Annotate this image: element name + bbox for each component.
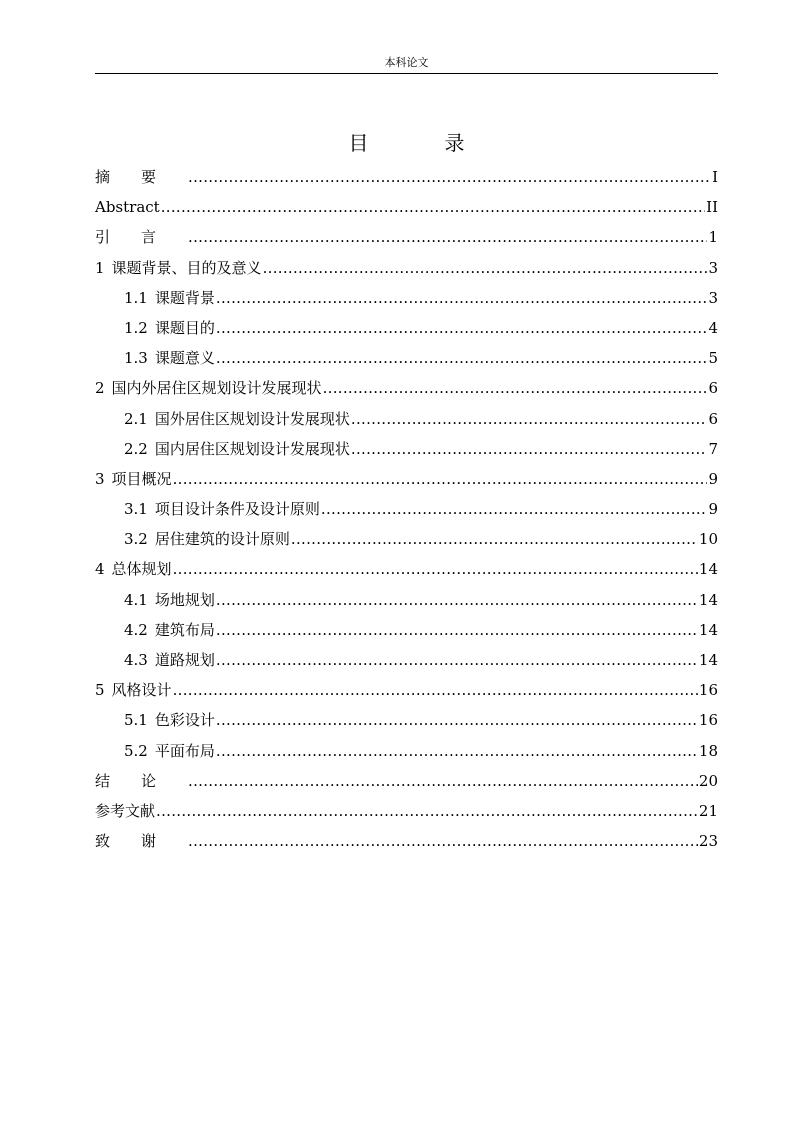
toc-title: 目 录 — [348, 131, 493, 155]
toc-entry[interactable] — [95, 645, 718, 675]
toc-entry-page: 9 — [708, 500, 718, 519]
toc-entry-number: 1.3 — [124, 349, 148, 368]
toc-entry-number: 2.2 — [124, 439, 148, 458]
dot-leader — [188, 222, 707, 252]
dot-leader — [351, 434, 708, 464]
toc-entry-page: 7 — [708, 439, 718, 458]
toc-entry-number: 4.1 — [124, 590, 148, 609]
table-of-contents — [95, 162, 718, 856]
toc-entry-page: 18 — [698, 741, 718, 760]
dot-leader — [188, 162, 711, 192]
toc-entry-title: 平面布局 — [154, 741, 215, 760]
toc-entry-title: 课题目的 — [154, 318, 215, 337]
toc-entry-number: 4.3 — [124, 651, 148, 669]
toc-entry-number: 1 — [95, 258, 105, 277]
dot-leader — [216, 313, 708, 343]
toc-entry-title: 致谢 — [95, 832, 188, 851]
toc-entry-title: 居住建筑的设计原则 — [154, 530, 290, 549]
toc-entry-page: 20 — [698, 771, 718, 790]
toc-entry[interactable] — [95, 524, 718, 554]
dot-leader — [173, 675, 698, 705]
toc-entry-page: 3 — [708, 258, 718, 277]
toc-entry[interactable] — [95, 494, 718, 524]
toc-entry-page: 14 — [698, 560, 718, 579]
dot-leader — [216, 283, 708, 313]
toc-entry-page: 6 — [708, 409, 718, 428]
toc-entry[interactable] — [95, 162, 718, 192]
dot-leader — [216, 343, 708, 373]
toc-entry-page: 14 — [698, 590, 718, 609]
dot-leader — [161, 192, 705, 222]
toc-entry-title: 摘要 — [95, 168, 188, 186]
toc-entry-page: 1 — [708, 228, 718, 247]
toc-entry[interactable] — [95, 615, 718, 645]
toc-entry[interactable] — [95, 796, 718, 826]
toc-entry[interactable] — [95, 554, 718, 584]
toc-entry-title: 课题背景 — [154, 288, 215, 307]
dot-leader — [216, 585, 698, 615]
toc-entry-title: 建筑布局 — [154, 620, 215, 639]
toc-entry-page: 23 — [698, 832, 718, 851]
toc-entry-title: 课题背景、目的及意义 — [111, 258, 262, 277]
toc-entry-page: 6 — [708, 379, 718, 398]
toc-entry[interactable] — [95, 343, 718, 373]
toc-entry-title: 项目概况 — [111, 469, 172, 488]
toc-entry-title: 项目设计条件及设计原则 — [154, 500, 320, 519]
toc-entry-page: 14 — [698, 620, 718, 639]
dot-leader — [188, 766, 698, 796]
toc-entry-page: 21 — [698, 801, 718, 820]
toc-entry-page: 5 — [708, 349, 718, 368]
toc-entry-number: 3 — [95, 469, 105, 488]
toc-entry-number: 3.2 — [124, 530, 148, 549]
toc-entry-page: II — [706, 198, 718, 217]
toc-entry[interactable] — [95, 464, 718, 494]
toc-entry-page: 3 — [708, 288, 718, 307]
dot-leader — [216, 615, 698, 645]
toc-entry[interactable] — [95, 826, 718, 856]
toc-entry[interactable] — [95, 253, 718, 283]
dot-leader — [351, 404, 708, 434]
toc-entry[interactable] — [95, 766, 718, 796]
toc-entry-page: 16 — [698, 711, 718, 730]
toc-entry-number: 5 — [95, 681, 105, 700]
toc-entry[interactable] — [95, 585, 718, 615]
toc-entry-title: 场地规划 — [154, 590, 215, 609]
toc-entry-title: Abstract — [95, 198, 160, 217]
dot-leader — [216, 736, 698, 766]
toc-entry-page: I — [712, 168, 718, 186]
toc-entry-title: 参考文献 — [95, 801, 156, 820]
toc-entry[interactable] — [95, 736, 718, 766]
dot-leader — [156, 796, 698, 826]
dot-leader — [263, 253, 708, 283]
toc-entry[interactable] — [95, 283, 718, 313]
toc-entry[interactable] — [95, 373, 718, 403]
toc-entry-page: 16 — [698, 681, 718, 700]
toc-entry[interactable] — [95, 434, 718, 464]
toc-entry-title: 风格设计 — [111, 681, 172, 700]
dot-leader — [173, 464, 708, 494]
toc-entry-title: 国外居住区规划设计发展现状 — [154, 409, 350, 428]
toc-entry-number: 4.2 — [124, 620, 148, 639]
toc-entry-title: 总体规划 — [111, 560, 172, 579]
toc-entry-page: 10 — [698, 530, 718, 549]
toc-entry-title: 引言 — [95, 228, 188, 247]
toc-entry-title: 国内居住区规划设计发展现状 — [154, 439, 350, 458]
page-header: 本科论文 — [384, 56, 429, 69]
toc-entry-number: 1.1 — [124, 288, 148, 307]
toc-entry-page: 9 — [708, 469, 718, 488]
toc-entry-number: 4 — [95, 560, 105, 579]
dot-leader — [173, 554, 698, 584]
dot-leader — [323, 373, 708, 403]
toc-entry-title: 道路规划 — [154, 651, 215, 669]
toc-entry-title: 国内外居住区规划设计发展现状 — [111, 379, 322, 398]
toc-entry-title: 色彩设计 — [154, 711, 215, 730]
dot-leader — [321, 494, 708, 524]
toc-entry-number: 2 — [95, 379, 105, 398]
toc-entry-number: 2.1 — [124, 409, 148, 428]
toc-entry-page: 14 — [698, 651, 718, 669]
toc-entry[interactable] — [95, 705, 718, 735]
toc-entry-title: 结论 — [95, 771, 188, 790]
header-divider — [95, 73, 718, 74]
dot-leader — [216, 705, 698, 735]
dot-leader — [216, 645, 698, 675]
toc-entry-number: 3.1 — [124, 500, 148, 519]
dot-leader — [188, 826, 698, 856]
toc-entry[interactable] — [95, 404, 718, 434]
toc-entry[interactable] — [95, 675, 718, 705]
toc-entry-number: 5.2 — [124, 741, 148, 760]
toc-entry[interactable] — [95, 222, 718, 252]
dot-leader — [291, 524, 698, 554]
toc-entry[interactable] — [95, 192, 718, 222]
toc-entry-number: 1.2 — [124, 318, 148, 337]
toc-entry-number: 5.1 — [124, 711, 148, 730]
toc-entry-page: 4 — [708, 318, 718, 337]
toc-entry[interactable] — [95, 313, 718, 343]
toc-entry-title: 课题意义 — [154, 349, 215, 368]
